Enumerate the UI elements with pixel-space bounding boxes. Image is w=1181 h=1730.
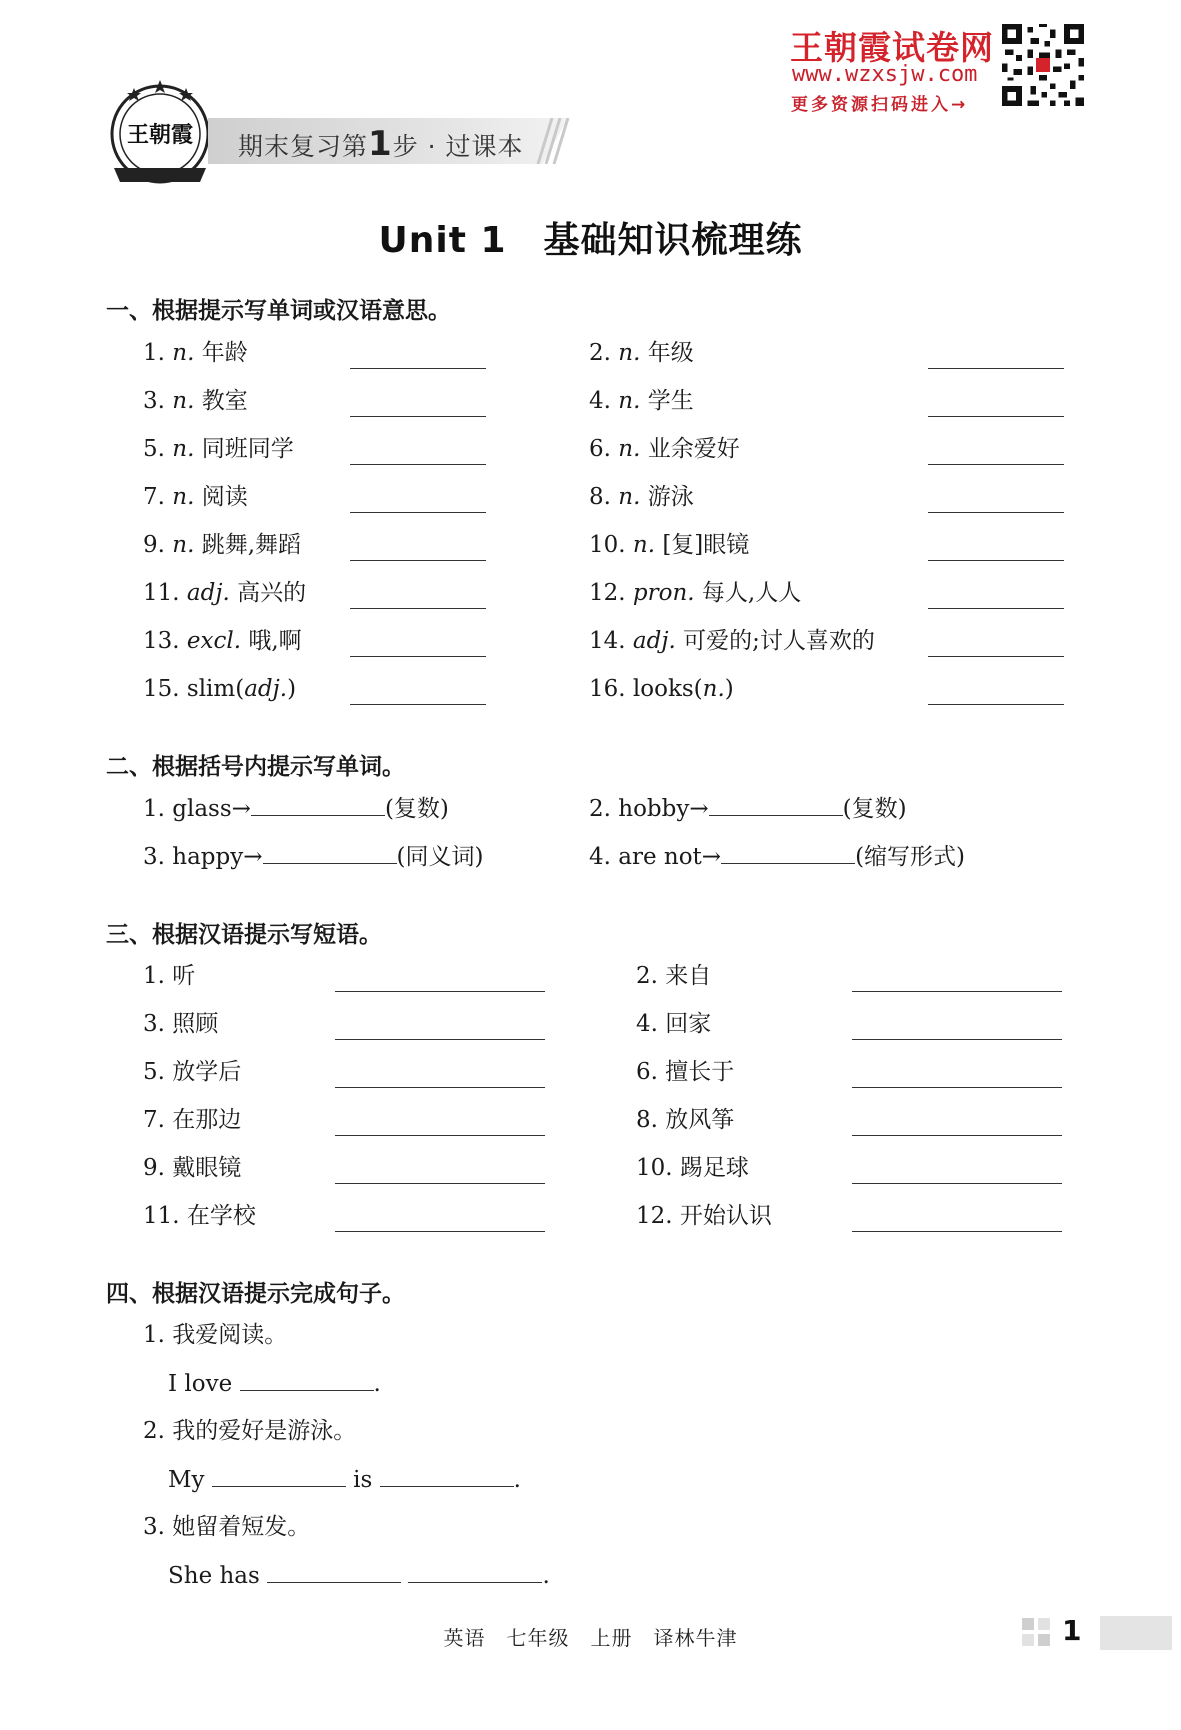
- phrase-item: [636, 1201, 772, 1231]
- part-of-speech: adj.: [632, 628, 676, 654]
- vocab-item: [143, 434, 294, 464]
- vocab-item: [589, 338, 694, 368]
- item-paren-close: ): [724, 676, 734, 702]
- answer-blank[interactable]: [212, 1464, 346, 1487]
- item-number: 10.: [589, 532, 633, 558]
- item-text: 同班同学: [194, 436, 294, 462]
- section-4-heading: 四、根据汉语提示完成句子。: [106, 1281, 405, 1307]
- item-text: 12. 开始认识: [636, 1203, 772, 1229]
- answer-blank[interactable]: [709, 793, 843, 816]
- phrase-item: [143, 1009, 218, 1039]
- item-text: 2. 我的爱好是游泳。: [143, 1418, 357, 1444]
- vocab-item: [143, 386, 248, 416]
- answer-blank[interactable]: [350, 368, 486, 369]
- phrase-item: [636, 1057, 734, 1087]
- sentence-end: .: [373, 1371, 381, 1397]
- sentence-middle: is: [345, 1467, 380, 1493]
- answer-blank[interactable]: [335, 1135, 545, 1136]
- item-text: 4. 回家: [636, 1011, 712, 1037]
- answer-blank[interactable]: [928, 704, 1064, 705]
- answer-blank[interactable]: [852, 1039, 1062, 1040]
- part-of-speech: n.: [172, 388, 195, 414]
- item-number: 15.: [143, 676, 187, 702]
- item-text: 7. 在那边: [143, 1107, 242, 1133]
- answer-blank[interactable]: [335, 1231, 545, 1232]
- sentence-prompt: [143, 1512, 310, 1542]
- banner-stripes-decoration: [528, 118, 572, 164]
- item-paren-close: ): [287, 676, 297, 702]
- part-of-speech: n.: [702, 676, 725, 702]
- item-text: 哦,啊: [241, 628, 302, 654]
- sentence-end: .: [513, 1467, 521, 1493]
- vocab-item: [143, 338, 248, 368]
- item-prompt: 4. are not→: [589, 844, 722, 870]
- item-number: 5.: [143, 436, 173, 462]
- answer-blank[interactable]: [408, 1560, 542, 1583]
- vocab-item: [589, 674, 734, 704]
- answer-blank[interactable]: [380, 1464, 514, 1487]
- answer-blank[interactable]: [928, 608, 1064, 609]
- transform-item: [143, 793, 449, 824]
- phrase-item: [636, 1009, 711, 1039]
- answer-blank[interactable]: [350, 512, 486, 513]
- answer-blank[interactable]: [928, 368, 1064, 369]
- item-text: 5. 放学后: [143, 1059, 242, 1085]
- answer-blank[interactable]: [852, 1087, 1062, 1088]
- vocab-item: [589, 530, 749, 560]
- answer-blank[interactable]: [852, 1231, 1062, 1232]
- answer-blank[interactable]: [350, 608, 486, 609]
- sentence-answer-line: [168, 1560, 550, 1591]
- page-number: 1: [1062, 1614, 1082, 1647]
- footer-book-info: 英语 七年级 上册 译林牛津: [443, 1626, 738, 1650]
- answer-blank[interactable]: [928, 560, 1064, 561]
- item-text: [复]眼镜: [655, 532, 750, 558]
- item-number: 12.: [589, 580, 633, 606]
- phrase-item: [636, 1105, 734, 1135]
- item-hint: (复数): [842, 796, 907, 822]
- item-text: 9. 戴眼镜: [143, 1155, 242, 1181]
- transform-item: [589, 841, 965, 872]
- answer-blank[interactable]: [350, 656, 486, 657]
- answer-blank[interactable]: [721, 841, 855, 864]
- page-number-bar: [1100, 1616, 1172, 1650]
- item-text: 8. 放风筝: [636, 1107, 735, 1133]
- item-text: 6. 擅长于: [636, 1059, 735, 1085]
- sentence-prompt: [143, 1320, 287, 1350]
- item-number: 6.: [589, 436, 619, 462]
- logo-text: 王朝霞: [126, 122, 194, 148]
- answer-blank[interactable]: [928, 656, 1064, 657]
- item-text: 学生: [640, 388, 694, 414]
- transform-item: [143, 841, 483, 872]
- page-number-squares-decoration: [1020, 1616, 1054, 1650]
- vocab-item: [143, 530, 301, 560]
- site-url[interactable]: www.wzxsjw.com: [792, 62, 978, 87]
- item-number: 16.: [589, 676, 633, 702]
- section-1-heading: 一、根据提示写单词或汉语意思。: [106, 298, 451, 324]
- part-of-speech: n.: [172, 340, 195, 366]
- answer-blank[interactable]: [350, 416, 486, 417]
- banner-suffix: 步 · 过课本: [392, 132, 524, 161]
- part-of-speech: adj.: [244, 676, 288, 702]
- answer-blank[interactable]: [350, 464, 486, 465]
- item-hint: (复数): [384, 796, 449, 822]
- sentence-start: She has: [168, 1563, 268, 1589]
- vocab-item: [589, 386, 694, 416]
- part-of-speech: adj.: [186, 580, 230, 606]
- part-of-speech: n.: [172, 532, 195, 558]
- phrase-item: [143, 1201, 256, 1231]
- sentence-start: I love: [168, 1371, 240, 1397]
- item-prompt: 2. hobby→: [589, 796, 709, 822]
- item-text: 跳舞,舞蹈: [194, 532, 302, 558]
- vocab-item: [589, 626, 875, 656]
- banner-title: [238, 124, 524, 164]
- answer-blank[interactable]: [350, 704, 486, 705]
- item-text: 可爱的;讨人喜欢的: [675, 628, 875, 654]
- item-text: 1. 听: [143, 963, 196, 989]
- part-of-speech: pron.: [632, 580, 695, 606]
- item-number: 7.: [143, 484, 173, 510]
- answer-blank[interactable]: [335, 1039, 545, 1040]
- item-hint: (缩写形式): [855, 844, 966, 870]
- phrase-item: [143, 1105, 241, 1135]
- item-text: 1. 我爱阅读。: [143, 1322, 288, 1348]
- vocab-item: [143, 482, 248, 512]
- answer-blank[interactable]: [928, 464, 1064, 465]
- answer-blank[interactable]: [335, 991, 545, 992]
- page-title: Unit 1 基础知识梳理练: [378, 220, 803, 261]
- site-name: 王朝霞试卷网: [790, 28, 994, 67]
- part-of-speech: n.: [618, 436, 641, 462]
- answer-blank[interactable]: [928, 416, 1064, 417]
- part-of-speech: n.: [172, 436, 195, 462]
- item-number: 11.: [143, 580, 187, 606]
- item-text: 阅读: [194, 484, 248, 510]
- publisher-logo-badge: [104, 78, 216, 190]
- item-word: slim(: [186, 676, 245, 702]
- answer-blank[interactable]: [852, 991, 1062, 992]
- part-of-speech: n.: [618, 388, 641, 414]
- site-tip: 更多资源扫码进入→: [791, 95, 969, 115]
- answer-blank[interactable]: [335, 1087, 545, 1088]
- item-text: 10. 踢足球: [636, 1155, 749, 1181]
- spacer: [401, 1563, 408, 1589]
- phrase-item: [636, 961, 711, 991]
- item-number: 14.: [589, 628, 633, 654]
- vocab-item: [589, 434, 740, 464]
- sentence-answer-line: [168, 1368, 381, 1399]
- item-hint: (同义词): [396, 844, 484, 870]
- banner-prefix: 期末复习第: [238, 132, 369, 161]
- item-number: 1.: [143, 340, 173, 366]
- answer-blank[interactable]: [240, 1368, 374, 1391]
- part-of-speech: excl.: [186, 628, 242, 654]
- answer-blank[interactable]: [251, 793, 385, 816]
- sentence-prompt: [143, 1416, 356, 1446]
- item-number: 9.: [143, 532, 173, 558]
- sentence-start: My: [168, 1467, 212, 1493]
- item-text: 2. 来自: [636, 963, 712, 989]
- answer-blank[interactable]: [267, 1560, 401, 1583]
- phrase-item: [143, 1153, 241, 1183]
- item-text: 业余爱好: [640, 436, 740, 462]
- item-text: 高兴的: [229, 580, 307, 606]
- item-text: 年级: [640, 340, 694, 366]
- item-text: 每人,人人: [694, 580, 802, 606]
- item-number: 13.: [143, 628, 187, 654]
- section-3-heading: 三、根据汉语提示写短语。: [106, 922, 382, 948]
- answer-blank[interactable]: [350, 560, 486, 561]
- answer-blank[interactable]: [852, 1135, 1062, 1136]
- answer-blank[interactable]: [928, 512, 1064, 513]
- phrase-item: [636, 1153, 749, 1183]
- item-number: 8.: [589, 484, 619, 510]
- item-text: 教室: [194, 388, 248, 414]
- phrase-item: [143, 961, 195, 991]
- sentence-end: .: [542, 1563, 550, 1589]
- item-number: 4.: [589, 388, 619, 414]
- vocab-item: [589, 482, 694, 512]
- answer-blank[interactable]: [852, 1183, 1062, 1184]
- banner-step-number: 1: [368, 124, 393, 164]
- item-number: 2.: [589, 340, 619, 366]
- item-text: 3. 照顾: [143, 1011, 219, 1037]
- vocab-item: [143, 578, 306, 608]
- vocab-item: [143, 674, 296, 704]
- item-prompt: 3. happy→: [143, 844, 263, 870]
- item-text: 年龄: [194, 340, 248, 366]
- answer-blank[interactable]: [335, 1183, 545, 1184]
- transform-item: [589, 793, 907, 824]
- item-number: 3.: [143, 388, 173, 414]
- item-text: 11. 在学校: [143, 1203, 256, 1229]
- item-word: looks(: [632, 676, 703, 702]
- item-text: 3. 她留着短发。: [143, 1514, 311, 1540]
- item-prompt: 1. glass→: [143, 796, 251, 822]
- part-of-speech: n.: [632, 532, 656, 558]
- part-of-speech: n.: [618, 484, 641, 510]
- part-of-speech: n.: [172, 484, 195, 510]
- phrase-item: [143, 1057, 241, 1087]
- part-of-speech: n.: [618, 340, 641, 366]
- sentence-answer-line: [168, 1464, 521, 1495]
- item-text: 游泳: [640, 484, 694, 510]
- answer-blank[interactable]: [263, 841, 397, 864]
- qr-code-icon[interactable]: [1002, 24, 1084, 106]
- vocab-item: [589, 578, 801, 608]
- vocab-item: [143, 626, 302, 656]
- section-2-heading: 二、根据括号内提示写单词。: [106, 754, 405, 780]
